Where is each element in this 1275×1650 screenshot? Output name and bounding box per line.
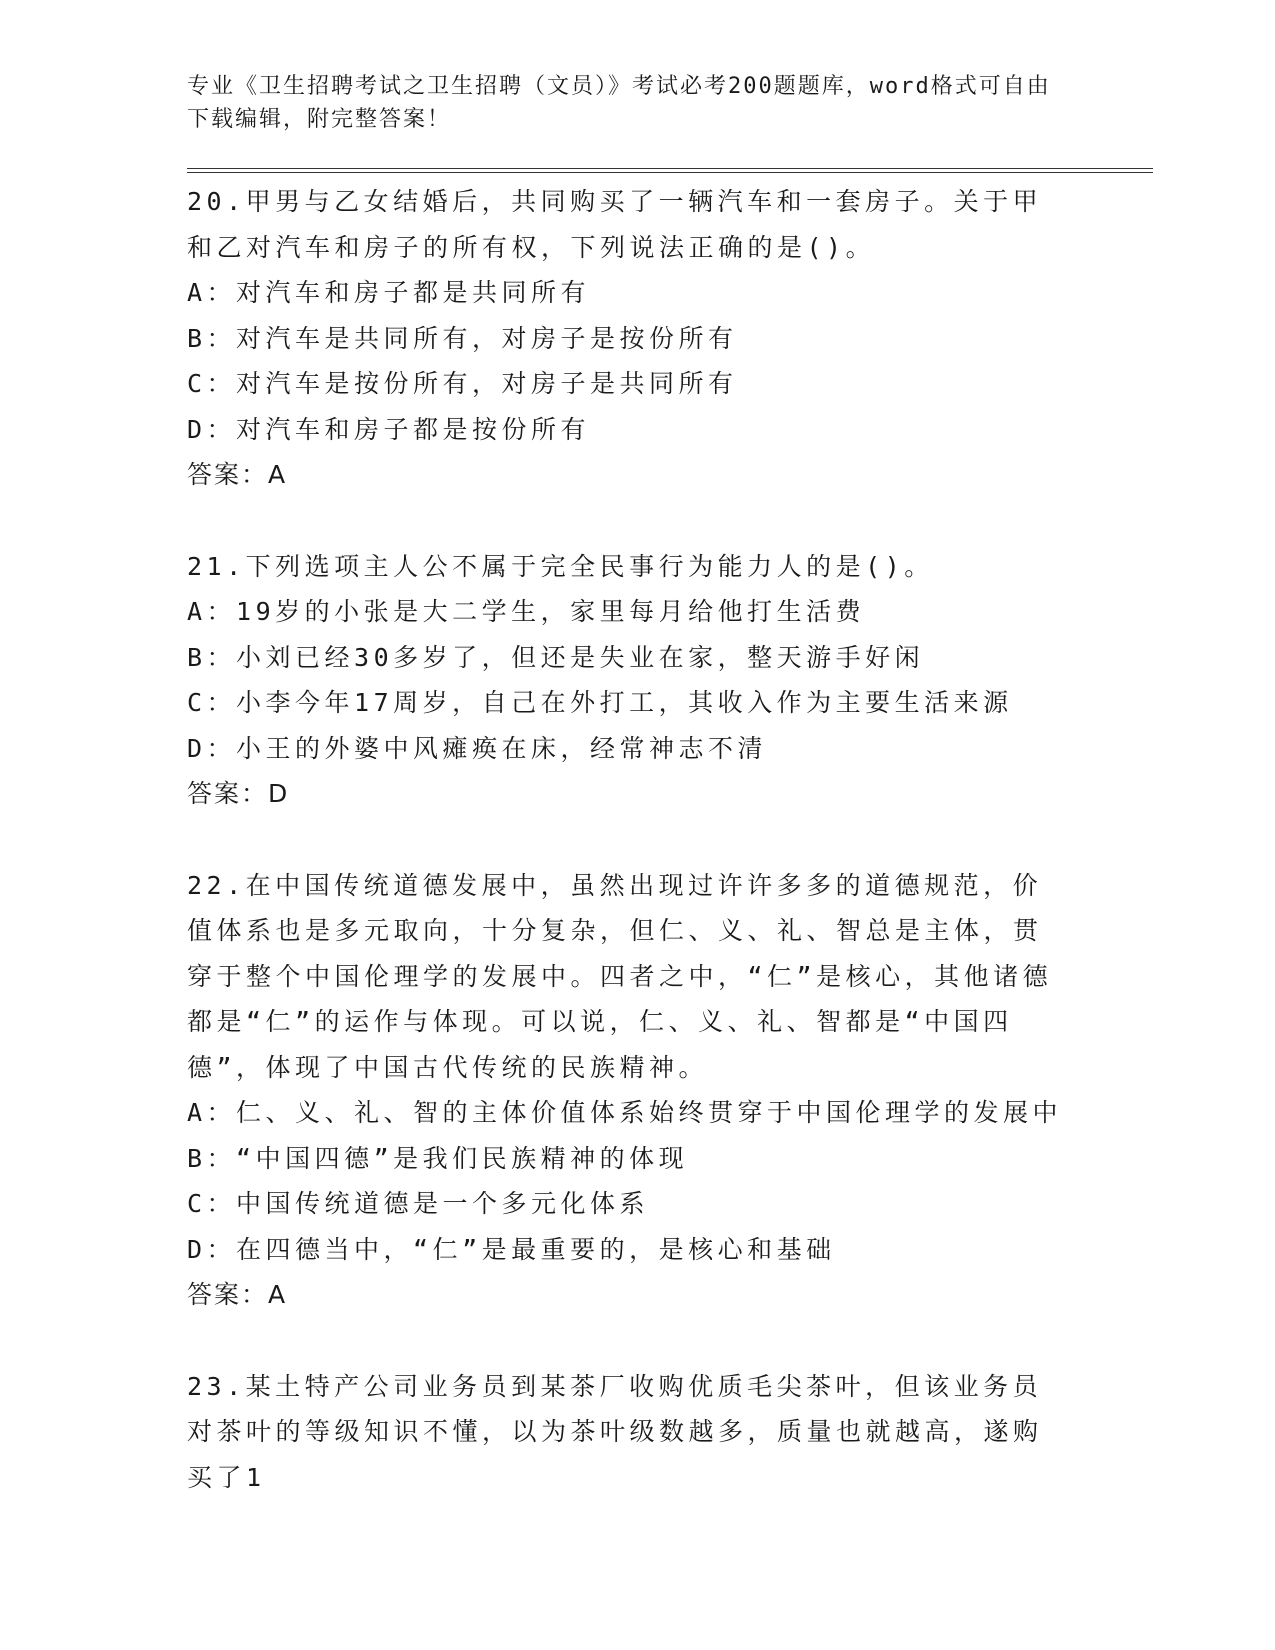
option-a: A：对汽车和房子都是共同所有 bbox=[187, 278, 591, 307]
option-b: B：“中国四德”是我们民族精神的体现 bbox=[187, 1143, 689, 1173]
question-stem: 20.甲男与乙女结婚后，共同购买了一辆汽车和一套房子。关于甲和乙对汽车和房子的所有权，下列说法正确的是()。 bbox=[187, 187, 1043, 262]
question-21 bbox=[187, 544, 1153, 817]
question-spacer bbox=[187, 817, 1153, 863]
option-a: A：19岁的小张是大二学生，家里每月给他打生活费 bbox=[187, 597, 866, 626]
option-c: C：对汽车是按份所有，对房子是共同所有 bbox=[187, 369, 738, 398]
header-divider bbox=[187, 168, 1153, 173]
option-c: C：小李今年17周岁，自己在外打工，其收入作为主要生活来源 bbox=[187, 688, 1013, 717]
answer: 答案：D bbox=[187, 779, 290, 808]
option-a: A：仁、义、礼、智的主体价值体系始终贯穿于中国伦理学的发展中 bbox=[187, 1098, 1063, 1127]
option-d: D：小王的外婆中风瘫痪在床，经常神志不清 bbox=[187, 733, 768, 763]
option-d: D：在四德当中，“仁”是最重要的，是核心和基础 bbox=[187, 1234, 836, 1264]
option-b: B：小刘已经30多岁了，但还是失业在家，整天游手好闲 bbox=[187, 642, 925, 672]
document-header: 专业《卫生招聘考试之卫生招聘（文员）》考试必考200题题库，word格式可自由下载编辑，附完整答案！ bbox=[187, 74, 1051, 132]
answer: 答案：A bbox=[187, 1280, 288, 1309]
answer: 答案：A bbox=[187, 460, 288, 489]
question-23 bbox=[187, 1364, 1153, 1501]
question-20 bbox=[187, 179, 1153, 498]
question-22 bbox=[187, 863, 1153, 1318]
option-c: C：中国传统道德是一个多元化体系 bbox=[187, 1189, 650, 1218]
question-stem: 22.在中国传统道德发展中，虽然出现过许许多多的道德规范，价值体系也是多元取向，十分复杂，但仁、义、礼、智总是主体，贯穿于整个中国伦理学的发展中。四者之中，“仁”是核心，其他诸德都是“仁”的运作与体现。可以说，仁、义、礼、智都是“中国四德”，体现了中国古代传统的民族精神。 bbox=[187, 870, 1053, 1082]
document-page bbox=[187, 70, 1153, 1500]
option-b: B：对汽车是共同所有，对房子是按份所有 bbox=[187, 323, 738, 353]
question-spacer bbox=[187, 1318, 1153, 1364]
option-d: D：对汽车和房子都是按份所有 bbox=[187, 414, 591, 444]
question-stem: 23.某土特产公司业务员到某茶厂收购优质毛尖茶叶，但该业务员对茶叶的等级知识不懂，以为茶叶级数越多，质量也就越高，遂购买了1 bbox=[187, 1371, 1043, 1492]
question-stem: 21.下列选项主人公不属于完全民事行为能力人的是()。 bbox=[187, 551, 934, 581]
question-spacer bbox=[187, 498, 1153, 544]
